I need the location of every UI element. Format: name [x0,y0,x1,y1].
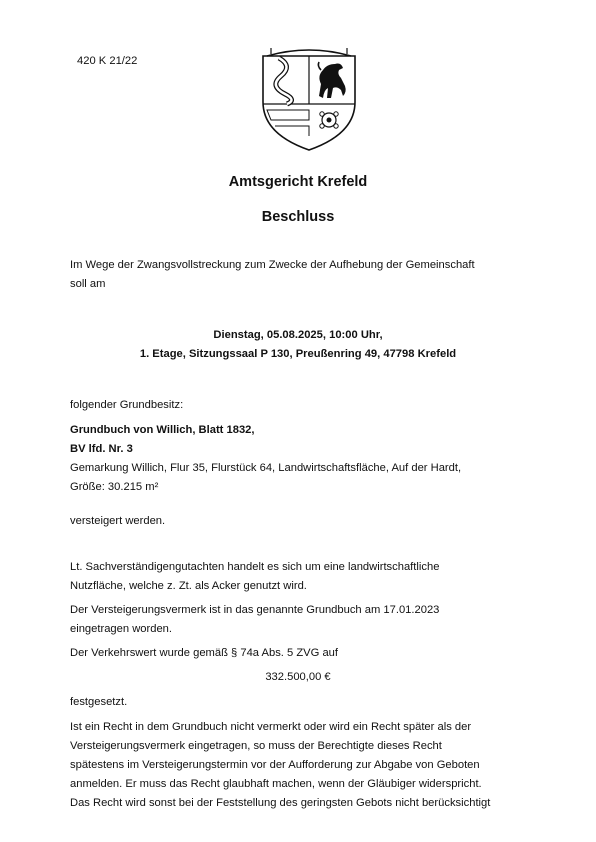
register-line-1: Der Versteigerungsvermerk ist in das genannte Grundbuch am 17.01.2023 [70,604,440,616]
rights-line-5: Das Recht wird sonst bei der Feststellung des geringsten Gebots nicht berücksichtigt [70,797,491,809]
property-label: folgender Grundbesitz: [70,399,184,411]
grundbuch-reference: Grundbuch von Willich, Blatt 1832, [70,424,255,436]
rights-line-3: spätestens im Versteigerungstermin vor der Aufforderung zur Abgabe von Geboten [70,759,480,771]
auction-date: Dienstag, 05.08.2025, 10:00 Uhr, [213,329,383,341]
expert-line-2: Nutzfläche, welche z. Zt. als Acker genutzt wird. [70,580,307,592]
register-line-2: eingetragen worden. [70,623,173,635]
rights-line-4: anmelden. Er muss das Recht glaubhaft machen, wenn der Gläubiger widerspricht. [70,778,482,790]
intro-line-2: soll am [70,278,106,290]
expert-line-1: Lt. Sachverständigengutachten handelt es sich um eine landwirtschaftliche [70,561,440,573]
intro-line-1: Im Wege der Zwangsvollstreckung zum Zwecke der Aufhebung der Gemeinschaft [70,259,475,271]
rights-line-2: Versteigerungsvermerk eingetragen, so muss der Berechtigte dieses Recht [70,740,442,752]
value-intro: Der Verkehrswert wurde gemäß § 74a Abs. 5 ZVG auf [70,647,339,659]
document-type: Beschluss [261,209,335,225]
case-number: 420 K 21/22 [77,55,138,67]
coat-of-arms-emblem [257,40,361,152]
auction-text: versteigert werden. [70,515,166,527]
rights-line-1: Ist ein Recht in dem Grundbuch nicht vermerkt oder wird ein Recht später als der [70,721,472,733]
gemarkung-line: Gemarkung Willich, Flur 35, Flurstück 64, Landwirtschaftsfläche, Auf der Hardt, [70,462,462,474]
court-name: Amtsgericht Krefeld [228,174,368,190]
market-value: 332.500,00 € [265,671,331,683]
auction-location: 1. Etage, Sitzungssaal P 130, Preußenring 49, 47798 Krefeld [139,348,457,360]
value-outro: festgesetzt. [70,696,128,708]
bv-number: BV lfd. Nr. 3 [70,443,133,455]
property-size: Größe: 30.215 m² [70,481,159,493]
